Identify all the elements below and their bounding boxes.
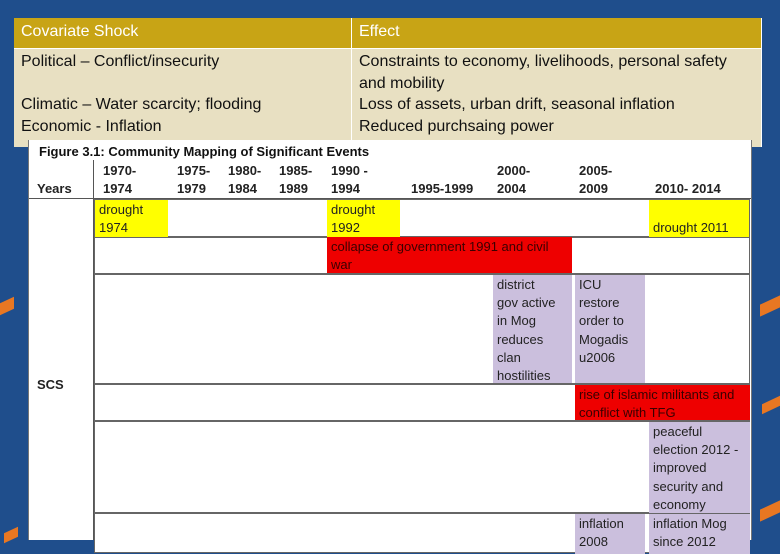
header-covariate-shock: Covariate Shock: [14, 18, 352, 49]
header-1985-1989: 1985- 1989: [279, 163, 313, 196]
table-body-row: [14, 49, 762, 148]
header-1975-1979: 1975- 1979: [177, 163, 211, 196]
effect-climatic: Loss of assets, urban drift, seasonal inflation: [359, 96, 675, 113]
effect-column: [352, 49, 762, 148]
event-collapse-of-government: collapse of government 1991 and civil war: [327, 237, 572, 273]
header-2005-2009: 2005- 2009: [579, 163, 613, 196]
header-1970-1974: 1970- 1974: [103, 163, 137, 196]
event-drought-1992: drought 1992: [327, 200, 400, 237]
event-drought-1974: drought 1974: [95, 200, 168, 237]
event-drought-2011: drought 2011: [649, 200, 749, 237]
effect-political: Constraints to economy, livelihoods, personal safety and mobility: [359, 53, 727, 92]
event-icu-restore-order: ICU restore order to Mogadis u2006: [575, 275, 645, 383]
orange-accent-mark: [4, 527, 18, 544]
figure-title: Figure 3.1: Community Mapping of Significant Events: [39, 144, 370, 159]
header-2010-2014: 2010- 2014: [655, 181, 721, 196]
orange-accent-mark: [0, 297, 14, 316]
orange-accent-mark: [762, 396, 780, 414]
event-rise-of-islamic-militants: rise of islamic militants and conflict with TFG: [575, 385, 750, 420]
event-inflation-mog: inflation Mog since 2012: [649, 514, 750, 554]
district-row: [94, 274, 750, 384]
effect-economic: Reduced purchsaing power: [359, 117, 554, 135]
shock-economic: Economic - Inflation: [21, 117, 162, 135]
event-district-gov-active: district gov active in Mog reduces clan hostilities: [493, 275, 572, 383]
header-effect: Effect: [352, 18, 762, 49]
header-years: Years: [37, 181, 72, 196]
orange-accent-mark: [760, 295, 780, 316]
shock-column: [14, 49, 352, 148]
shock-political: Political – Conflict/insecurity: [21, 53, 220, 70]
header-1980-1984: 1980- 1984: [228, 163, 262, 196]
community-mapping-figure: [28, 140, 752, 550]
orange-accent-mark: [760, 500, 780, 521]
header-2000-2004: 2000- 2004: [497, 163, 531, 196]
covariate-shock-table: [14, 18, 762, 147]
event-peaceful-election: peaceful election 2012 - improved security and economy: [649, 422, 750, 513]
event-inflation-2008: inflation 2008: [575, 514, 645, 554]
header-1990-1994: 1990 - 1994: [331, 163, 368, 196]
shock-climatic: Climatic – Water scarcity; flooding: [21, 96, 262, 113]
row-label-scs: SCS: [37, 377, 64, 392]
header-1995-1999: 1995-1999: [411, 181, 474, 196]
table-header-row: [14, 18, 762, 49]
